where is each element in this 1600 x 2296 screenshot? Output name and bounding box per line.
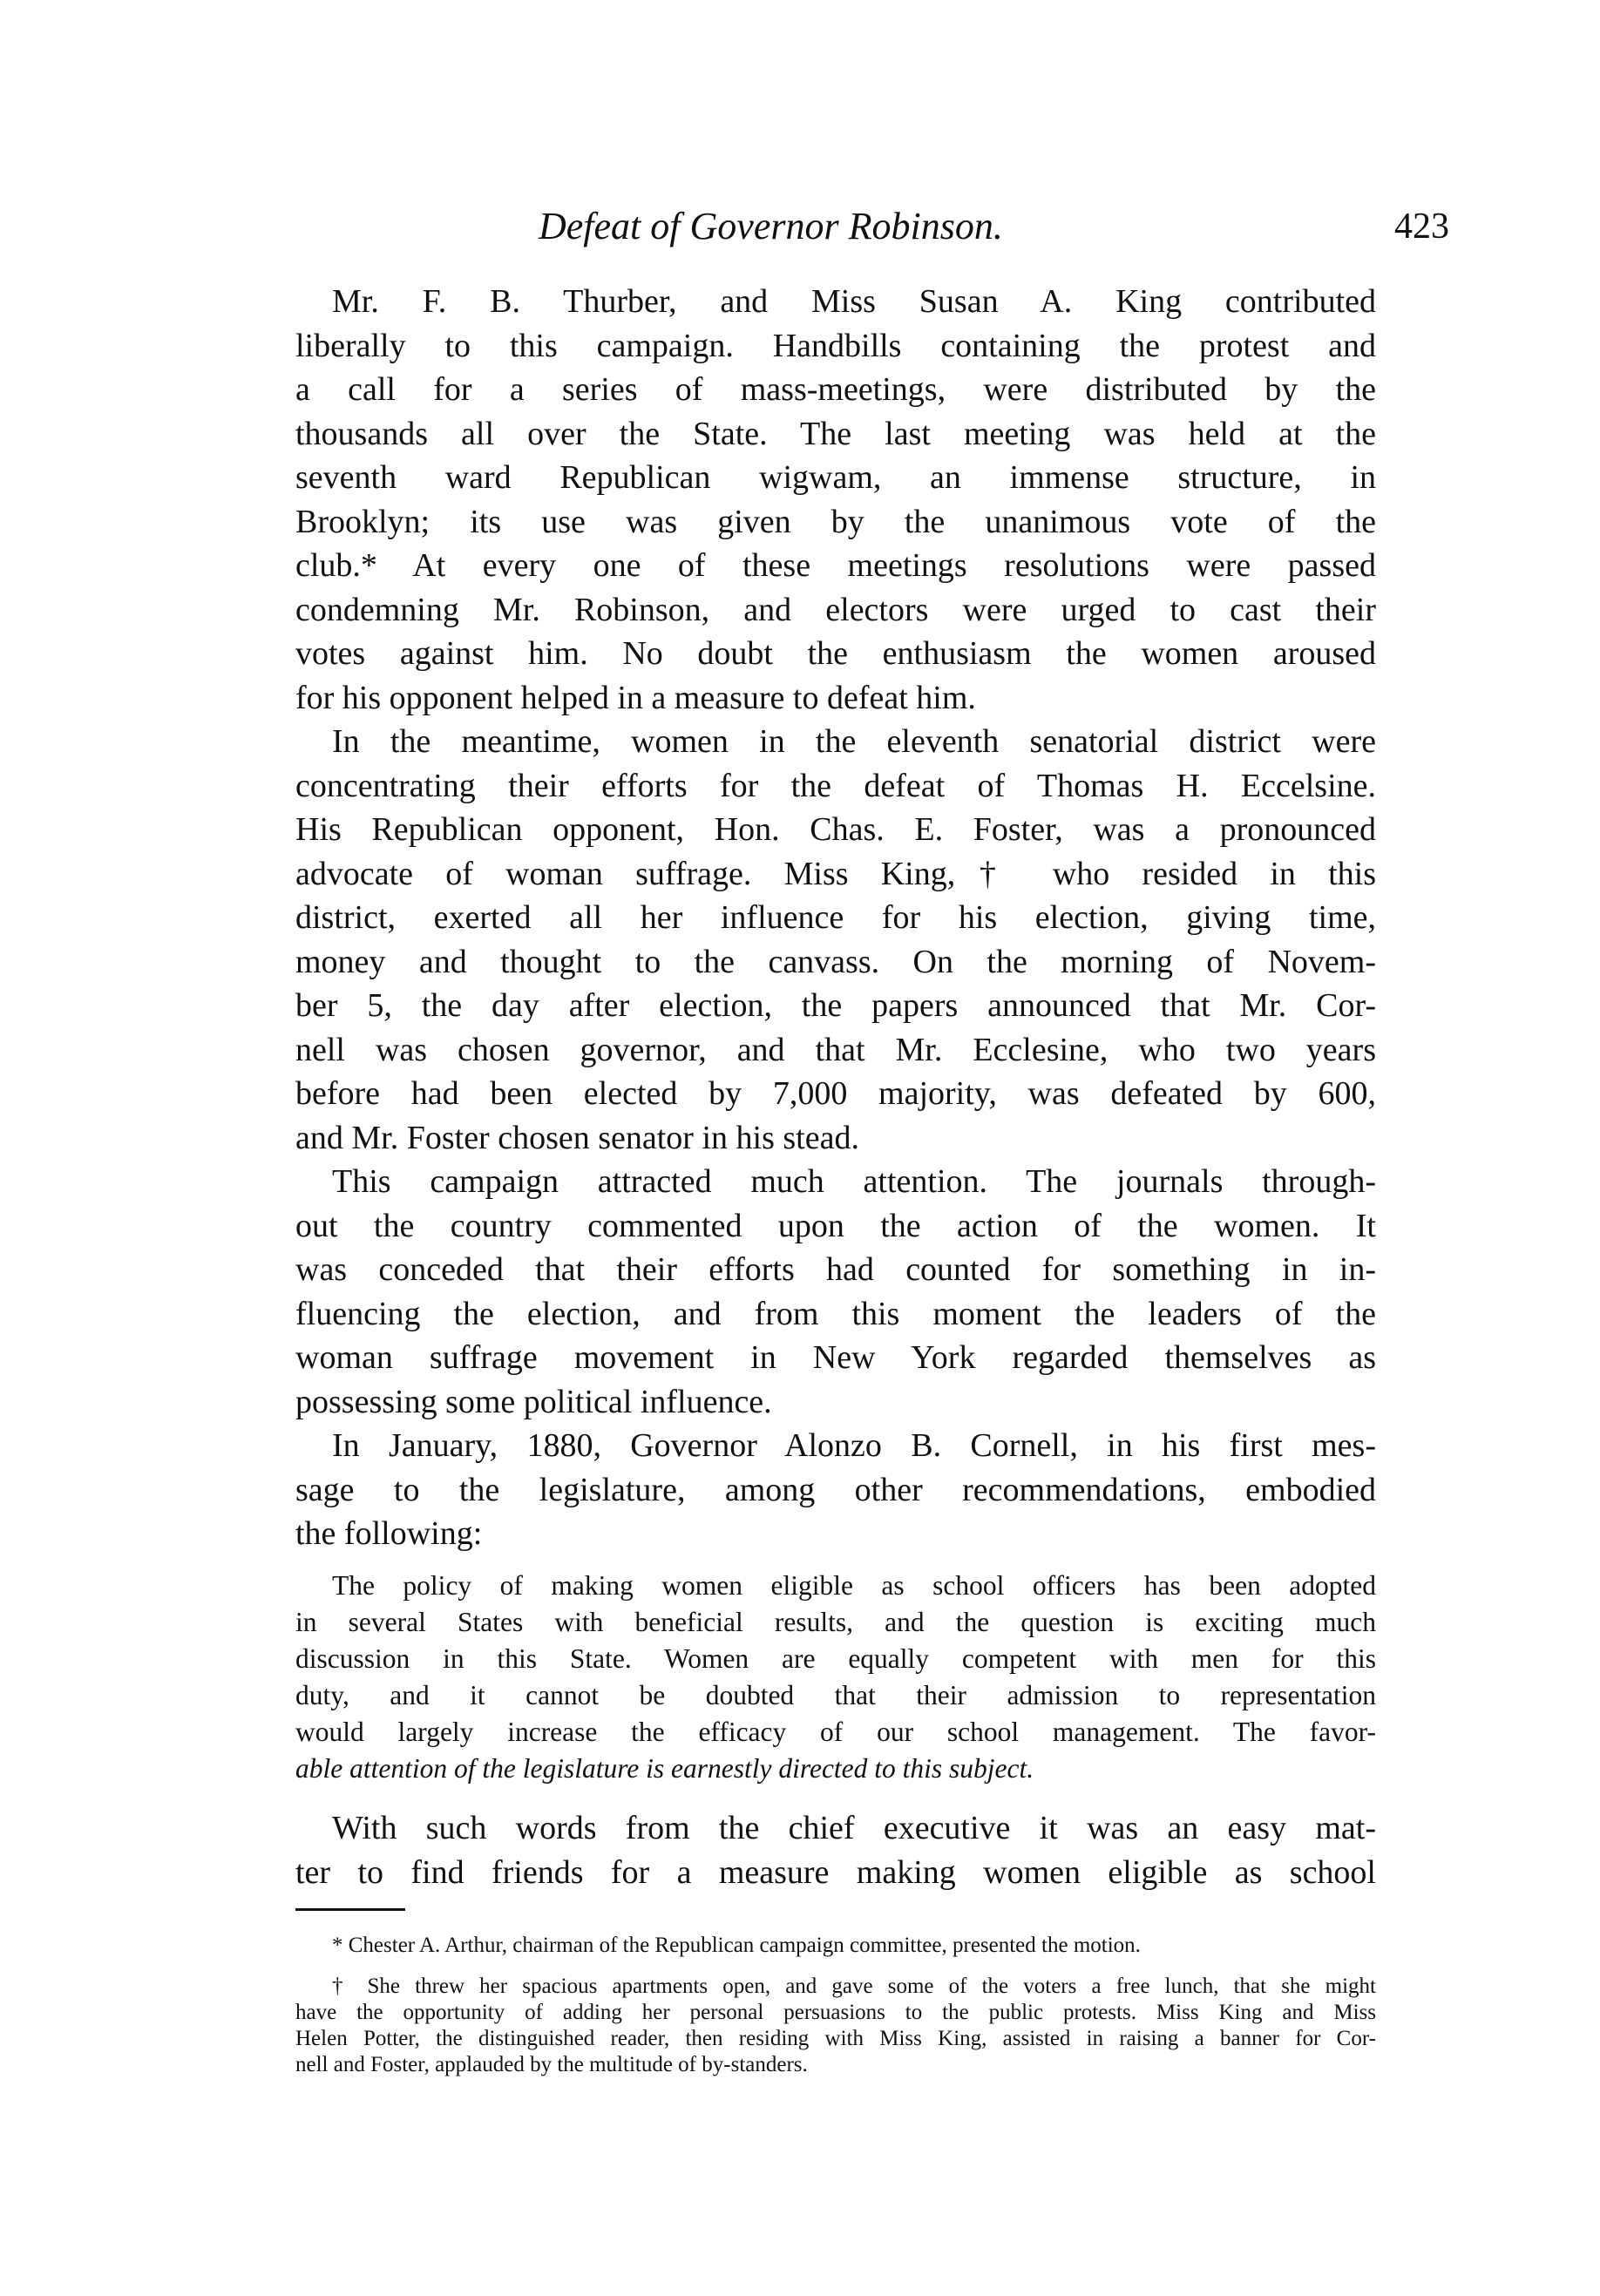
text-line: duty, and it cannot be doubted that their admission to representation xyxy=(295,1680,1376,1710)
text-line: The policy of making women eligible as school officers has been adopted xyxy=(332,1570,1376,1601)
block-quote xyxy=(295,1568,1376,1787)
footnote-2 xyxy=(295,1974,1376,2078)
page-number: 423 xyxy=(1394,207,1449,247)
text-line: club.* At every one of these meetings resolutions were passed xyxy=(295,547,1376,584)
text-line: nell and Foster, applauded by the multitude of by-standers. xyxy=(295,2053,808,2076)
text-line: discussion in this State. Women are equally competent with men for this xyxy=(295,1643,1376,1674)
text-line: was conceded that their efforts had counted for something in in- xyxy=(295,1251,1376,1288)
text-line: concentrating their efforts for the defeat of Thomas H. Eccelsine. xyxy=(295,767,1376,804)
text-line: nell was chosen governor, and that Mr. Ecclesine, who two years xyxy=(295,1031,1376,1068)
paragraph-1 xyxy=(295,280,1376,720)
text-line: sage to the legislature, among other recommendations, embodied xyxy=(295,1471,1376,1508)
running-title: Defeat of Governor Robinson. xyxy=(539,205,1003,247)
text-line: Helen Potter, the distinguished reader, then residing with Miss King, assisted in raising a banner for Cor- xyxy=(295,2027,1376,2050)
text-line: possessing some political influence. xyxy=(295,1383,772,1420)
text-line: condemning Mr. Robinson, and electors were urged to cast their xyxy=(295,591,1376,628)
text-line: liberally to this campaign. Handbills containing the protest and xyxy=(295,327,1376,364)
text-line: In January, 1880, Governor Alonzo B. Cornell, in his first mes- xyxy=(332,1427,1376,1464)
text-line: His Republican opponent, Hon. Chas. E. Foster, was a pronounced xyxy=(295,811,1376,848)
text-line: ber 5, the day after election, the papers announced that Mr. Cor- xyxy=(295,987,1376,1024)
text-line: votes against him. No doubt the enthusiasm the women aroused xyxy=(295,635,1376,672)
text-line: † She threw her spacious apartments open, and gave some of the voters a free lunch, that she might xyxy=(332,1974,1376,1998)
text-line: the following: xyxy=(295,1515,483,1552)
paragraph-2 xyxy=(295,720,1376,1160)
text-line: before had been elected by 7,000 majority, was defeated by 600, xyxy=(295,1075,1376,1112)
footnote-1 xyxy=(295,1933,1376,1959)
text-line: This campaign attracted much attention. The journals through- xyxy=(332,1163,1376,1200)
footnote-rule xyxy=(295,1908,405,1911)
text-line: seventh ward Republican wigwam, an immense structure, in xyxy=(295,459,1376,496)
text-line: a call for a series of mass-meetings, were distributed by the xyxy=(295,371,1376,408)
text-line: and Mr. Foster chosen senator in his stead. xyxy=(295,1119,859,1156)
text-line: Mr. F. B. Thurber, and Miss Susan A. King contributed xyxy=(332,283,1376,320)
text-line: fluencing the election, and from this moment the leaders of the xyxy=(295,1295,1376,1332)
text-line: woman suffrage movement in New York regarded themselves as xyxy=(295,1339,1376,1376)
text-line: for his opponent helped in a measure to defeat him. xyxy=(295,679,976,716)
text-line: out the country commented upon the action of the women. It xyxy=(295,1207,1376,1244)
text-line: With such words from the chief executive it was an easy mat- xyxy=(332,1810,1376,1846)
text-line: In the meantime, women in the eleventh senatorial district were xyxy=(332,723,1376,760)
text-line: advocate of woman suffrage. Miss King,† who resided in this xyxy=(295,855,1376,892)
text-line: money and thought to the canvass. On the morning of Novem- xyxy=(295,943,1376,980)
text-line: * Chester A. Arthur, chairman of the Republican campaign committee, presented the motion. xyxy=(332,1934,1141,1957)
text-line: have the opportunity of adding her personal persuasions to the public protests. Miss King and Miss xyxy=(295,2001,1376,2024)
paragraph-4 xyxy=(295,1424,1376,1556)
paragraph-5 xyxy=(295,1806,1376,1894)
text-line: able attention of the legislature is earnestly directed to this subject. xyxy=(295,1753,1034,1784)
paragraph-3 xyxy=(295,1160,1376,1424)
body-text xyxy=(295,280,1376,1556)
text-line: in several States with beneficial results, and the question is exciting much xyxy=(295,1607,1376,1637)
text-line: ter to find friends for a measure making women eligible as school xyxy=(295,1853,1376,1891)
running-header xyxy=(0,202,1600,251)
text-line: district, exerted all her influence for his election, giving time, xyxy=(295,899,1376,936)
text-line: Brooklyn; its use was given by the unanimous vote of the xyxy=(295,503,1376,540)
text-line: would largely increase the efficacy of our school management. The favor- xyxy=(295,1717,1376,1747)
text-line: thousands all over the State. The last meeting was held at the xyxy=(295,415,1376,452)
